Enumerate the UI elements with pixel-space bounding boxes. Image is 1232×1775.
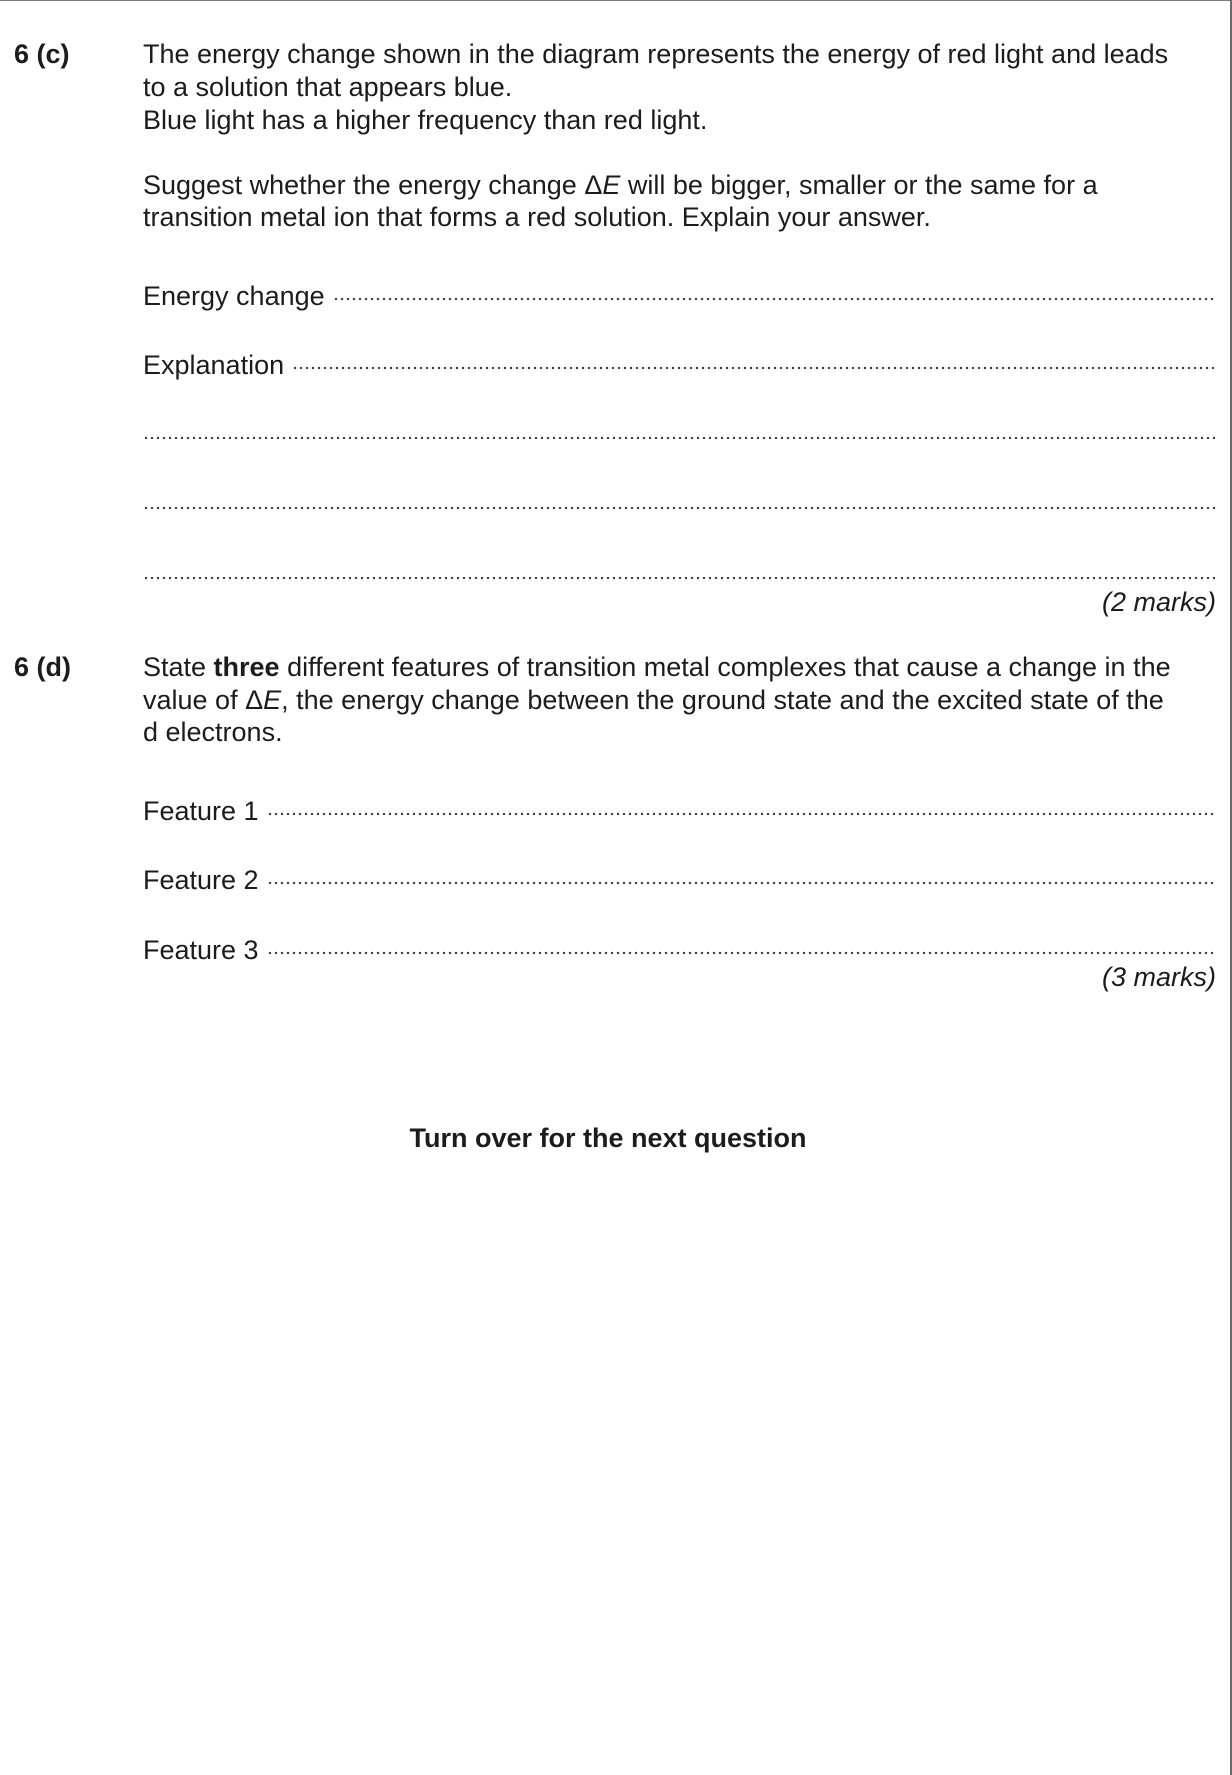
answer-dotted-line[interactable] bbox=[292, 341, 1216, 374]
q6d-line2-pre: value of bbox=[143, 685, 246, 715]
turn-over-note: Turn over for the next question bbox=[409, 1123, 807, 1153]
q6d-text-line-3: d electrons. bbox=[143, 717, 283, 747]
q6c-prompt-pre: Suggest whether the energy change bbox=[143, 170, 585, 200]
explanation-answer-line-2[interactable] bbox=[143, 411, 1216, 444]
energy-change-label: Energy change bbox=[143, 281, 325, 311]
q6d-text-line-2 bbox=[143, 684, 1218, 717]
energy-change-answer-line[interactable] bbox=[143, 272, 1216, 313]
q6d-marks: (3 marks) bbox=[1102, 962, 1216, 992]
explanation-label: Explanation bbox=[143, 350, 285, 380]
feature-1-answer-line[interactable] bbox=[143, 787, 1216, 828]
page-top-border bbox=[0, 0, 1232, 1]
q6d-text-line-1 bbox=[143, 651, 1218, 684]
answer-dotted-line[interactable] bbox=[143, 411, 1216, 444]
q6d-emphasis-three: three bbox=[213, 652, 280, 682]
explanation-answer-line-3[interactable] bbox=[143, 481, 1216, 514]
feature-3-answer-line[interactable] bbox=[143, 926, 1216, 967]
answer-dotted-line[interactable] bbox=[267, 926, 1216, 959]
q6d-line1-pre: State bbox=[143, 652, 214, 682]
q6c-prompt-line-1 bbox=[143, 169, 1218, 202]
q6c-text-line-3: Blue light has a higher frequency than red light. bbox=[143, 105, 708, 135]
feature-3-label: Feature 3 bbox=[143, 935, 259, 965]
energy-variable: E bbox=[602, 170, 621, 200]
question-number-6d: 6 (d) bbox=[14, 652, 71, 682]
q6c-text-line-2: to a solution that appears blue. bbox=[143, 72, 513, 102]
feature-2-label: Feature 2 bbox=[143, 865, 259, 895]
question-number-6c: 6 (c) bbox=[14, 39, 70, 69]
explanation-answer-line[interactable] bbox=[143, 341, 1216, 382]
feature-1-label: Feature 1 bbox=[143, 796, 259, 826]
answer-dotted-line[interactable] bbox=[267, 856, 1216, 889]
q6c-text-line-1: The energy change shown in the diagram represents the energy of red light and leads bbox=[143, 39, 1169, 69]
q6c-marks: (2 marks) bbox=[1102, 587, 1216, 617]
q6c-prompt-post: will be bigger, smaller or the same for a bbox=[620, 170, 1098, 200]
q6c-prompt-line-2: transition metal ion that forms a red solution. Explain your answer. bbox=[143, 202, 931, 232]
delta-symbol: Δ bbox=[245, 685, 264, 715]
answer-dotted-line[interactable] bbox=[333, 272, 1216, 305]
delta-symbol: Δ bbox=[584, 170, 603, 200]
answer-dotted-line[interactable] bbox=[143, 481, 1216, 514]
explanation-answer-line-4[interactable] bbox=[143, 551, 1216, 584]
q6d-line1-post: different features of transition metal complexes that cause a change in the bbox=[279, 652, 1171, 682]
feature-2-answer-line[interactable] bbox=[143, 856, 1216, 897]
answer-dotted-line[interactable] bbox=[143, 551, 1216, 584]
energy-variable: E bbox=[263, 685, 282, 715]
q6d-line2-post: , the energy change between the ground state and the excited state of the bbox=[281, 685, 1164, 715]
answer-dotted-line[interactable] bbox=[267, 787, 1216, 820]
